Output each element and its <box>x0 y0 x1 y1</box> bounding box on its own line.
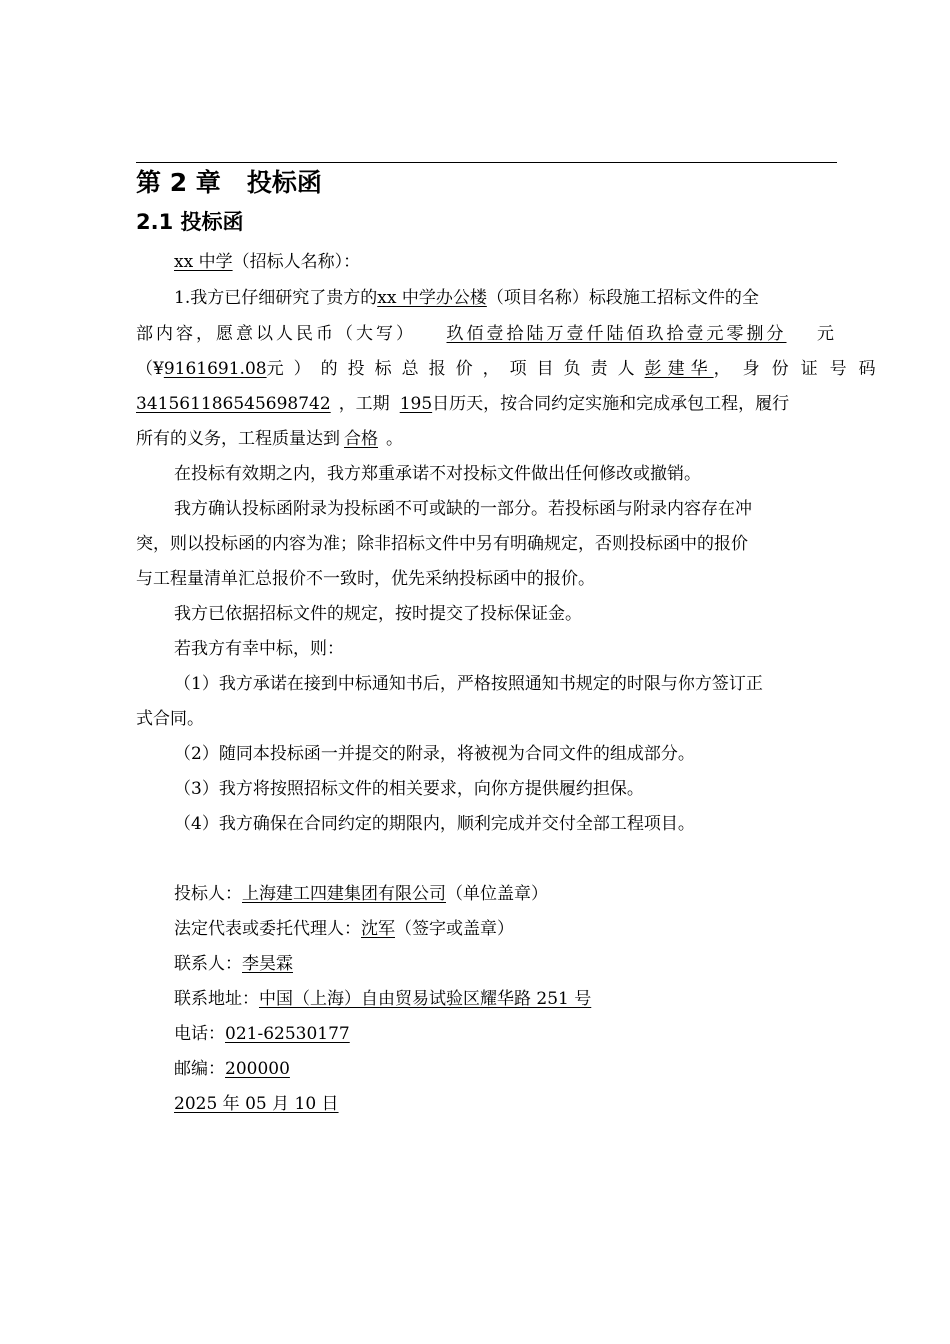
quality-grade: 合格 <box>344 429 378 449</box>
recipient-name: xx 中学 <box>174 252 233 272</box>
field-suffix: （签字或盖章） <box>395 919 514 939</box>
item-4: （4）我方确保在合同约定的期限内，顺利完成并交付全部工程项目。 <box>174 814 695 834</box>
project-manager: 彭建华 <box>644 359 714 379</box>
para5: 若我方有幸中标，则： <box>174 639 344 659</box>
field-label: 投标人： <box>174 884 242 904</box>
para4: 我方已依据招标文件的规定，按时提交了投标保证金。 <box>174 604 582 624</box>
bidder-line <box>174 882 548 906</box>
text-run: 1.我方已仔细研究了贵方的 <box>174 288 378 308</box>
text-run: 元 <box>817 324 837 344</box>
amount-number: 9161691.08 <box>163 359 267 379</box>
contact-name: 李昊霖 <box>242 954 293 974</box>
para2: 在投标有效期之内，我方郑重承诺不对投标文件做出任何修改或撤销。 <box>174 464 701 484</box>
item-1-line1: （1）我方承诺在接到中标通知书后，严格按照通知书规定的时限与你方签订正 <box>174 674 763 694</box>
para1-line2 <box>136 322 837 346</box>
salutation <box>174 250 360 274</box>
chapter-title: 投标函 <box>246 168 322 197</box>
field-label: 邮编： <box>174 1059 225 1079</box>
text-run: （¥ <box>136 359 164 379</box>
bidder-name: 上海建工四建集团有限公司 <box>242 884 446 904</box>
text-run: 。 <box>386 429 403 449</box>
text-run: （项目名称）标段施工招标文件的全 <box>486 288 759 308</box>
address-value: 中国（上海）自由贸易试验区耀华路 251 号 <box>259 989 592 1009</box>
address-line <box>174 987 597 1011</box>
para1-line3 <box>136 357 888 381</box>
item-1-line2: 式合同。 <box>136 709 204 729</box>
para3-line3: 与工程量清单汇总报价不一致时，优先采纳投标函中的报价。 <box>136 569 595 589</box>
representative-name: 沈军 <box>361 919 395 939</box>
duration-days: 195 <box>399 394 433 414</box>
field-label: 联系人： <box>174 954 242 974</box>
id-number: 341561186545698742 <box>136 394 331 414</box>
phone-line <box>174 1022 356 1046</box>
text-run: 元）的投标总报价，项目负责人 <box>266 359 645 379</box>
text-run: 日历天，按合同约定实施和完成承包工程，履行 <box>432 394 790 414</box>
field-label: 联系地址： <box>174 989 259 1009</box>
text-run: 所有的义务，工程质量达到 <box>136 429 340 449</box>
chapter-heading <box>136 166 322 200</box>
contact-line <box>174 952 293 976</box>
para3-line2: 突，则以投标函的内容为准；除非招标文件中另有明确规定，否则投标函中的报价 <box>136 534 748 554</box>
zip-line <box>174 1057 296 1081</box>
zip-value: 200000 <box>225 1059 290 1079</box>
header-rule <box>136 162 837 163</box>
text-run: ，身份证号码 <box>713 359 888 379</box>
amount-in-words: 玖佰壹拾陆万壹仟陆佰玖拾壹元零捌分 <box>446 324 787 344</box>
field-label: 法定代表或委托代理人： <box>174 919 361 939</box>
text-run: 部内容，愿意以人民币（大写） <box>136 324 416 344</box>
salutation-suffix: （招标人名称）： <box>232 252 361 272</box>
para1-line5 <box>136 427 403 451</box>
field-suffix: （单位盖章） <box>446 884 548 904</box>
signing-date: 2025 年 05 月 10 日 <box>174 1094 339 1114</box>
para1-line1 <box>174 286 759 310</box>
item-3: （3）我方将按照招标文件的相关要求，向你方提供履约担保。 <box>174 779 644 799</box>
para1-line4 <box>136 392 789 416</box>
text-run: ，工期 <box>338 394 390 414</box>
section-heading: 2.1 投标函 <box>136 210 244 234</box>
field-label: 电话： <box>174 1024 225 1044</box>
project-name: xx 中学办公楼 <box>377 288 487 308</box>
representative-line <box>174 917 514 941</box>
chapter-number: 第 2 章 <box>136 168 221 197</box>
item-2: （2）随同本投标函一并提交的附录，将被视为合同文件的组成部分。 <box>174 744 695 764</box>
phone-value: 021-62530177 <box>225 1024 350 1044</box>
para3-line1: 我方确认投标函附录为投标函不可或缺的一部分。若投标函与附录内容存在冲 <box>174 499 752 519</box>
